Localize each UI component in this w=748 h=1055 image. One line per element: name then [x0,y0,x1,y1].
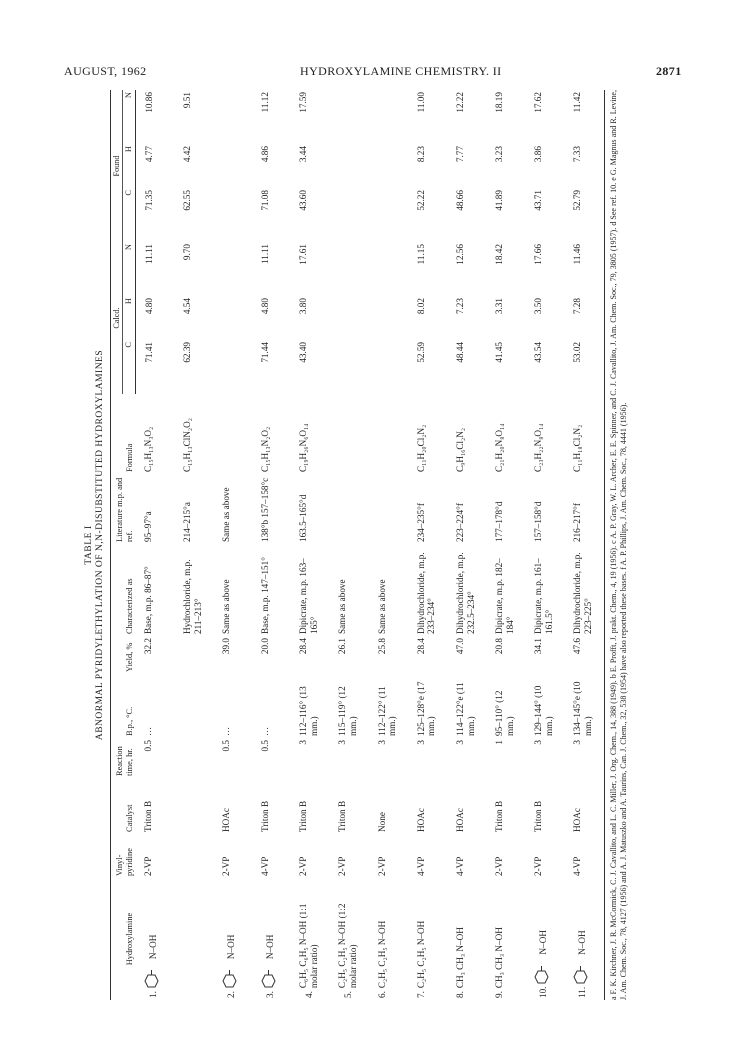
cell-fh: 3.23 [494,146,505,163]
cell-fc [329,188,368,242]
col-group-found: Found [110,90,122,242]
hydroxylamine-structure: N–OH [148,934,159,960]
cell-bp: 129–144° (10 mm.) [533,685,554,736]
cell-formula: C₁₅H₁₃N₃O₂ [143,426,154,472]
cell-fh: 3.44 [298,146,309,163]
cell-char: Base, m.p. 147–151° [259,557,270,634]
cell-lit: 157–158°d [533,501,544,542]
table-row [290,90,329,1000]
cell-fn: 17.59 [298,92,309,113]
hydroxylamine-structure: N–OH [538,930,549,955]
cell-ch [369,296,408,340]
cell-time: 3 [572,740,583,745]
row-number: 1. [148,991,159,998]
col-characterized: Characterized as [124,578,134,634]
hydroxylamine-structure: C₂H₅ C₂H₅ N–OH [415,920,426,989]
cell-bp: 112–116° (13 mm.) [298,686,319,736]
cell-fn [213,90,252,144]
cell-time: 3 [533,740,544,745]
cell-cat: Triton B [298,800,309,832]
cell-fn [369,90,408,144]
cell-fc: 52.79 [572,190,583,211]
cell-fc [213,188,252,242]
cell-cat: Triton B [494,800,505,832]
cell-time: 0.5 [143,740,154,752]
col-literature: Literature m.p. and ref. [115,477,134,542]
cell-bp: … [143,726,154,736]
cell-bp: 112–122° (11 mm.) [376,686,398,736]
cell-hydroxylamine [369,878,408,1000]
cell-fc: 62.55 [182,190,192,211]
cell-fc: 43.71 [533,190,544,211]
cell-fh [213,144,252,188]
cell-bp: 95–110° (12 mm.) [494,690,515,736]
cell-lit: 163.5–165°d [298,494,309,542]
table-row [408,90,447,1000]
cell-bp [174,674,213,738]
cell-vp: 2-VP [221,856,232,876]
col-calcd-h: H [123,296,136,340]
cell-fn: 11.00 [415,92,426,113]
cell-formula: C₁₉H₂₆N₆O₁₄ [298,423,309,472]
cell-fc: 52.22 [415,190,426,211]
row-number: 4. [303,991,314,998]
col-calcd-n: N [123,242,136,296]
cell-char: Same as above [337,579,348,634]
cell-yield: 20.8 [494,638,505,655]
cell-ch [213,296,252,340]
cell-vp: 4-VP [454,856,465,876]
cell-ch: 4.54 [182,298,192,315]
cell-yield: 39.0 [221,638,232,655]
running-header-title: HYDROXYLAMINE CHEMISTRY. II [300,64,502,78]
cell-cc: 53.02 [572,341,583,363]
table-row [329,90,368,1000]
cell-fc: 41.89 [494,190,505,211]
cell-yield: 34.1 [533,638,544,655]
cell-time: 0.5 [259,740,270,752]
cell-formula: C₂₃H₂₂N₈O₁₄ [533,423,544,472]
cell-vp: 4-VP [572,856,583,876]
cell-bp: 115–119° (12 mm.) [337,686,359,736]
cell-lit: 234–235°f [415,503,426,542]
cell-ch: 3.31 [494,298,505,315]
cell-vp: 4-VP [259,856,270,876]
cell-cat [174,778,213,834]
cell-cat: Triton B [533,800,544,832]
cell-yield [174,636,213,674]
cell-yield: 26.1 [337,638,348,655]
cell-fn: 9.51 [182,92,192,109]
cell-fh: 4.77 [143,146,154,163]
cell-time: 3 [376,740,387,745]
cell-char: Same as above [221,579,232,634]
cell-hydroxylamine [135,878,174,1000]
cell-hydroxylamine [408,878,447,1000]
table-row [135,90,174,1000]
cell-ch [329,296,368,340]
cell-char: Dihydrochloride, m.p. 233–234° [415,552,437,634]
cell-fh: 8.23 [415,146,426,163]
table-row [564,90,604,1000]
cell-yield: 28.4 [298,638,309,655]
cell-time: 3 [415,740,426,745]
cell-cc: 43.40 [298,341,309,363]
cell-cat: HOAc [415,808,426,832]
cell-formula: C₁₅H₁₃N₂O₂ [259,426,270,472]
cell-cn: 17.66 [533,244,544,265]
cell-hydroxylamine [486,878,525,1000]
hydroxylamine-structure: C₂H₅ C₂H₅ N–OH [376,920,387,989]
cell-cat: None [376,812,387,832]
col-found-n: N [123,90,136,144]
cell-formula: C₉H₁₆Cl₂N₂ [454,427,465,472]
cell-cat: HOAc [572,808,583,832]
cell-cc: 71.44 [259,341,270,363]
cell-vp: 2-VP [533,856,544,876]
cell-lit: 138°b 157–158°c [259,477,270,542]
col-yield: Yield, % [124,642,134,672]
col-vinylpyridine: Vinyl-pyridine [115,848,134,876]
hydroxylamine-structure: CH₃ CH₃ N–OH [454,927,465,989]
cell-hydroxylamine [564,878,604,1000]
cell-ch: 7.23 [454,298,465,315]
cell-cat: Triton B [337,800,348,832]
cell-lit: 216–217°f [572,503,583,542]
table-footnotes: a F. K. Kirchner, J. R. McCormick, C. J. Cavallito, and L. C. Miller, J. Org. Chem., 14, 388 (1949). b E. Profft, J. prakt. Chem., 4, 19 (1956). c A. P. Gray, W. L. Archer, E. E. Spinner, and C. J. Cavallito, J. Am. Chem. Soc., 79, 3805 (1957). d See ref. 10. e G. Magnus and R. Levine, J. Am. Chem. Soc., 78, 4127 (1956) and A. J. Matuszko and A. Taurins, Can. J. Chem., 32, 538 (1954) have also reported these bases. f A. P. Phillips, J. Am. Chem. Soc., 78, 4441 (1956). [608,90,628,1000]
cell-cc: 41.45 [494,341,505,363]
cell-cat: Triton B [259,800,270,832]
cell-vp: 2-VP [494,856,505,876]
cell-cc: 48.44 [454,341,465,363]
cell-cn [369,242,408,296]
cell-char: Dipicrate, m.p. 163–165° [298,558,319,634]
cell-ch: 3.50 [533,298,544,315]
cell-char: Same as above [376,579,387,634]
cell-cn: 17.61 [298,244,309,265]
cell-cn: 9.70 [182,244,192,261]
col-formula: Formula [124,443,134,472]
table-row [252,90,291,1000]
hydroxylamine-structure: C₆H₅ C₆H₅ N–OH (1:1 molar ratio) [298,903,319,989]
cell-time: 0.5 [221,740,232,752]
cell-fc: 71.08 [259,190,270,211]
hydroxylamine-structure: N–OH [577,930,588,955]
cell-fn: 18.19 [494,92,505,113]
cell-bp: 125–128°e (17 mm.) [415,681,437,736]
col-catalyst: Catalyst [124,804,134,832]
cell-fc: 43.60 [298,190,309,211]
cell-cn [213,242,252,296]
cell-lit: Same as above [221,487,232,542]
row-number: 5. [342,991,353,998]
row-number: 9. [494,991,505,998]
cell-ch: 4.80 [143,298,154,315]
cell-vp [174,834,213,878]
cell-fh [369,144,408,188]
col-group-calcd: Calcd. [110,242,122,394]
rotated-table-block [84,90,656,1000]
cell-fc: 71.35 [143,190,154,211]
table-caption: TABLE I [84,525,94,565]
hydroxylamine-structure: N–OH [226,934,237,960]
cell-cc: 52.59 [415,341,426,363]
cell-ch: 4.80 [259,298,270,315]
cell-cc: 71.41 [143,341,154,363]
cell-fc: 48.66 [454,190,465,211]
cell-hydroxylamine [525,878,564,1000]
table-row [447,90,486,1000]
results-table [110,90,605,1000]
cell-hydroxylamine [290,878,329,1000]
row-number: 2. [226,991,237,998]
cell-yield: 47.6 [572,638,583,655]
cell-cat: HOAc [454,808,465,832]
col-found-c: C [123,188,136,242]
cell-formula [369,394,408,474]
cell-fh: 4.86 [259,146,270,163]
cell-ch: 8.02 [415,298,426,315]
cell-formula: C₂₁H₂₀N₈O₁₄ [494,423,505,472]
table-row [369,90,408,1000]
col-time: Reaction time, hr. [115,746,134,776]
cell-cc [329,340,368,394]
cell-yield: 32.2 [143,638,154,655]
cell-char: Dipicrate, m.p. 161–161.5° [533,558,554,634]
cell-cn: 12.56 [454,244,465,265]
cell-lit [329,474,368,544]
cell-yield: 20.0 [259,638,270,655]
table-row [174,90,213,1000]
cell-hydroxylamine [252,878,291,1000]
page-number: 2871 [656,64,682,78]
cell-cc: 62.39 [182,341,192,363]
hydroxylamine-structure: C₂H₅ C₂H₅ N–OH (1:2 molar ratio) [337,903,359,989]
cell-lit: 177–178°d [494,501,505,542]
cell-formula: C₁₁H₂₀Cl₂N₂ [415,424,426,472]
cell-cn: 18.42 [494,244,505,265]
cell-cn: 11.15 [415,244,426,265]
cell-cn: 11.46 [572,244,583,265]
cell-hydroxylamine [329,878,368,1000]
row-number: 10. [538,986,549,998]
cell-fh: 7.77 [454,146,465,163]
row-number: 8. [454,991,465,998]
cell-fh: 7.33 [572,146,583,163]
cell-cat: Triton B [143,800,154,832]
structure-ring-icon [533,958,551,984]
cell-formula: C₁₅H₁₃ClN₂O₂ [182,418,192,472]
cell-vp: 2-VP [337,856,348,876]
cell-time: 1 [494,740,505,745]
cell-formula [213,394,252,474]
cell-fh: 4.42 [182,146,192,163]
table-row [213,90,252,1000]
cell-cn: 11.11 [143,244,154,265]
structure-ring-icon [221,962,239,988]
cell-fc [369,188,408,242]
cell-lit [369,474,408,544]
cell-lit: 223–224°f [454,503,465,542]
table-title: ABNORMAL PYRIDYLETHYLATION OF N,N-DISUBSTITUTED HYDROXYLAMINES [94,349,105,741]
cell-time: 3 [454,740,465,745]
cell-cc [213,340,252,394]
cell-fn: 12.22 [454,92,465,113]
cell-fn: 10.86 [143,92,154,113]
cell-formula [329,394,368,474]
cell-fn: 11.12 [259,92,270,113]
col-hydroxylamine: Hydroxylamine [124,912,134,966]
running-header-date: AUGUST, 1962 [64,64,147,78]
structure-ring-icon [572,958,590,984]
cell-bp: 114–122°e (11 mm.) [454,682,476,736]
col-found-h: H [123,144,136,188]
hydroxylamine-structure: CH₃ CH₃ N–OH [494,927,505,989]
cell-cat: HOAc [221,808,232,832]
cell-hydroxylamine [213,878,252,1000]
cell-fn: 11.42 [572,92,583,113]
cell-yield: 25.8 [376,638,387,655]
cell-time: 3 [298,740,309,745]
cell-vp: 2-VP [143,856,154,876]
cell-hydroxylamine [447,878,486,1000]
cell-fn [329,90,368,144]
row-number: 7. [415,991,426,998]
cell-bp: … [259,726,270,736]
cell-hydroxylamine [174,878,213,1000]
cell-cn [329,242,368,296]
cell-formula: C₁₁H₁₈Cl₂N₂ [572,424,583,472]
row-number: 3. [264,991,275,998]
cell-cc: 43.54 [533,341,544,363]
cell-char: Dipicrate, m.p. 182–184° [494,558,515,634]
cell-bp: 134–145°e (10 mm.) [572,681,593,736]
table-row [486,90,525,1000]
cell-cn: 11.11 [259,244,270,265]
cell-char: Base, m.p. 86–87° [143,566,154,634]
cell-fh: 3.86 [533,146,544,163]
cell-char: Hydrochloride, m.p. 211–213° [182,559,203,634]
cell-lit: 214–215°a [182,502,192,542]
structure-ring-icon [143,962,161,988]
cell-bp: … [221,726,232,736]
cell-char: Dihydrochloride, m.p. 232.5–234° [454,552,476,634]
cell-ch: 3.80 [298,298,309,315]
col-bp: B.p., °C. [124,706,134,736]
row-number: 6. [376,991,387,998]
cell-yield: 28.4 [415,638,426,655]
cell-time: 3 [337,740,348,745]
col-calcd-c: C [123,340,136,394]
structure-ring-icon [260,962,278,988]
cell-char: Dihydrochloride, m.p. 223–225° [572,552,593,634]
cell-lit: 95–97°a [143,511,154,542]
cell-fn: 17.62 [533,92,544,113]
cell-fh [329,144,368,188]
cell-ch: 7.28 [572,298,583,315]
hydroxylamine-structure: N–OH [264,934,275,960]
cell-yield: 47.0 [454,638,465,655]
cell-time [174,738,213,778]
table-row [525,90,564,1000]
cell-vp: 2-VP [298,856,309,876]
cell-vp: 2-VP [376,856,387,876]
cell-cc [369,340,408,394]
row-number: 11. [577,986,588,998]
cell-vp: 4-VP [415,856,426,876]
